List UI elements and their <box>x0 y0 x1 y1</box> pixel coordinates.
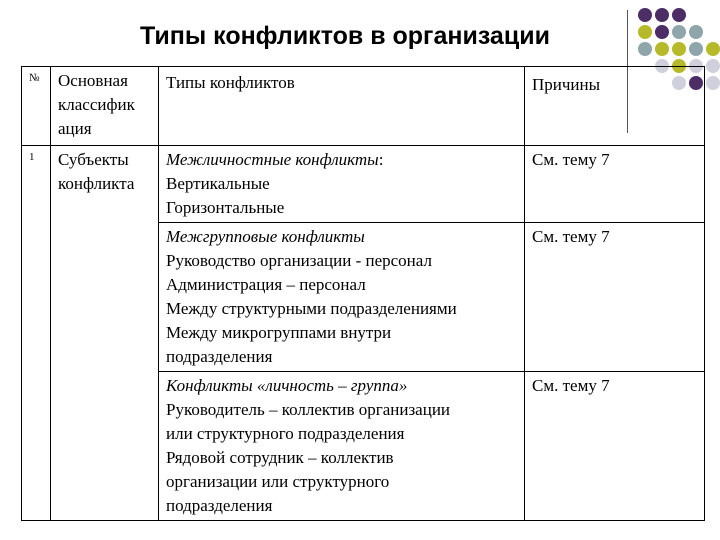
header-causes: Причины <box>525 67 705 146</box>
group-item: подразделения <box>166 496 273 515</box>
decor-dot <box>638 42 652 56</box>
group-heading-suffix: : <box>378 150 384 169</box>
decor-dot <box>655 25 669 39</box>
classification-line: конфликта <box>58 174 135 193</box>
decor-dot <box>706 59 720 73</box>
header-num: № <box>22 67 51 146</box>
group-item: организации или структурного <box>166 472 390 491</box>
group-person-group <box>159 372 525 521</box>
decor-dot <box>672 8 686 22</box>
conflict-types-table <box>21 66 705 521</box>
group-interpersonal <box>159 146 525 223</box>
group-item: Между структурными подразделениями <box>166 299 457 318</box>
group-cause: См. тему 7 <box>525 146 705 223</box>
group-heading: Межгрупповые конфликты <box>166 227 365 246</box>
group-item: Горизонтальные <box>166 198 285 217</box>
row-num: 1 <box>22 146 51 521</box>
group-heading-text: Межличностные конфликты <box>166 150 379 169</box>
group-item: Вертикальные <box>166 174 270 193</box>
group-cause: См. тему 7 <box>525 372 705 521</box>
group-heading: Конфликты «личность – группа» <box>166 376 408 395</box>
decor-dot <box>638 8 652 22</box>
group-item: Руководство организации - персонал <box>166 251 432 270</box>
decor-dot <box>655 8 669 22</box>
page-title: Типы конфликтов в организации <box>140 22 550 50</box>
table-header-row <box>22 67 705 146</box>
group-item: Руководитель – коллектив организации <box>166 400 451 419</box>
group-intergroup <box>159 223 525 372</box>
group-item: Рядовой сотрудник – коллектив <box>166 448 394 467</box>
group-item: подразделения <box>166 347 273 366</box>
decor-dot <box>706 76 720 90</box>
decor-dot <box>689 42 703 56</box>
decor-dot <box>638 25 652 39</box>
header-classification <box>51 67 159 146</box>
decor-dot <box>672 25 686 39</box>
header-types: Типы конфликтов <box>159 67 525 146</box>
group-cause: См. тему 7 <box>525 223 705 372</box>
group-item: Администрация – персонал <box>166 275 366 294</box>
table-row <box>22 146 705 223</box>
group-item: или структурного подразделения <box>166 424 405 443</box>
decor-dot <box>655 42 669 56</box>
group-item: Между микрогруппами внутри <box>166 323 392 342</box>
classification-line: Субъекты <box>58 150 129 169</box>
header-classification-line: ация <box>58 119 92 138</box>
decor-dot <box>672 42 686 56</box>
row-classification <box>51 146 159 521</box>
group-heading <box>166 148 518 172</box>
decor-dot <box>706 42 720 56</box>
header-classification-line: классифик <box>58 95 135 114</box>
header-classification-line: Основная <box>58 71 128 90</box>
decor-dot <box>689 25 703 39</box>
